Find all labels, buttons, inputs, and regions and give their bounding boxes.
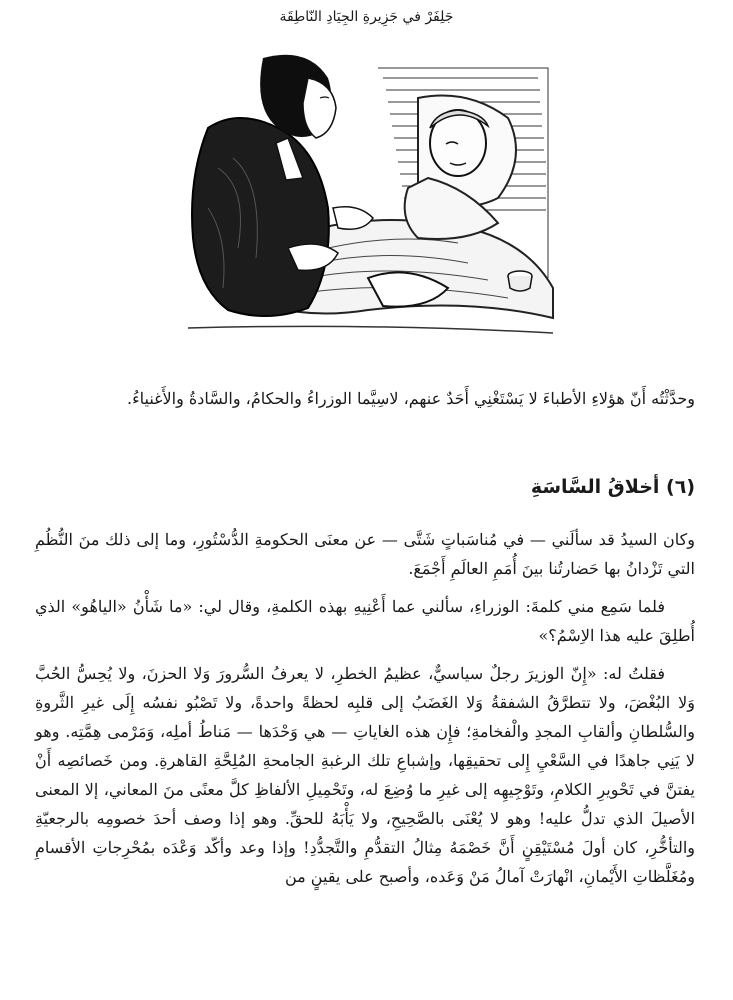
paragraph: فقلتُ له: «إِنّ الوزيرَ رجلٌ سياسيٌّ، عظيمُ الخطرِ، لا يعرفُ السُّرورَ وَلا الحزنَ، ولا يُحِسُّ الحُبَّ وَلا البُغْضَ، ولا تتطرَّقُ الشفقةُ وَلا الغَضَبُ إلى قلبِه لحظةً واحدةً، ولا تَصْبُو نفسُه إِلَى غيرِ الثَّروةِ والسُّلطانِ وألقابِ المجدِ والْفخامةِ؛ فإِن هذه الغاياتِ — هي وَحْدَها — مَناطُ أملِه، وَمَرْمى هِمَّتِه. وهو لا يَنِي جاهدًا في السَّعْيِ إِلى تحقيقِها، وإشباعِ تلك الرغبةِ الجامحةِ المُلِحَّةِ القاهرةِ. ومن خَصائصِه أَنْ يفتنَّ في تَحْويرِ الكلامِ، وتَوْجِيهِه إلى غيرِ ما وُضِعَ له، وتَحْمِيلِ الألفاظِ كلَّ معنًى منَ المعاني، إلا المعنى الأصيلَ الذي تدلُّ عليه! وهو لا يُعْنَى بالصَّحِيحِ، ولا يَأْبَهُ للحقِّ. وهو إذا وصف أحدَ خصومِه بالرجعيّةِ والتأخُّرِ، كان أولَ مُسْتَيْقِنٍ أَنَّ خَصْمَهُ مِثالُ التقدُّمِ والتَّجدُّدِ! وإذا وعد وأكّد وَعْدَه بمُحْرِجاتِ الأقسامِ ومُغَلَّظاتِ الأَيْمانِ، انْهارَتْ آمالُ مَنْ وَعَده، وأصبح على يقينٍ من — [35, 664, 696, 886]
paragraph: وكان السيدُ قد سألَني — في مُناسَباتٍ شَتَّى — عن معنَى الحكومةِ الدُّسْتُورِ، وما إلى ذلك منَ النُّظُمِ التي تَزْدانُ بها حَضارتُنا بينَ أُمَمِ العالَمِ أَجْمَعَ. — [35, 530, 695, 578]
illustration-doctor-bedside — [168, 48, 558, 340]
running-head: جَلِفَرْ في جَزِيرةِ الجِيَادِ النّاطِقَة — [279, 9, 454, 25]
body-text — [35, 525, 695, 900]
section-heading: (٦) أخلاقُ السَّاسَةِ — [530, 476, 695, 498]
intro-paragraph: وحدَّثْتُه أَنّ هؤلاءِ الأطباءَ لا يَسْتَغْنِي أَحَدٌ عنهم، لاسِيَّما الوزراءُ والحكامُ، والسَّادةُ والأَغنياءُ. — [127, 389, 695, 408]
paragraph: فلما سَمِع مني كلمةَ: الوزراءِ، سألني عما أَعْنِيهِ بهذه الكلمةِ، وقال لي: «ما شَأْنُ «الياهُو» الذي أُطلِقَ عليه هذا الاِسْمُ؟» — [35, 597, 695, 645]
